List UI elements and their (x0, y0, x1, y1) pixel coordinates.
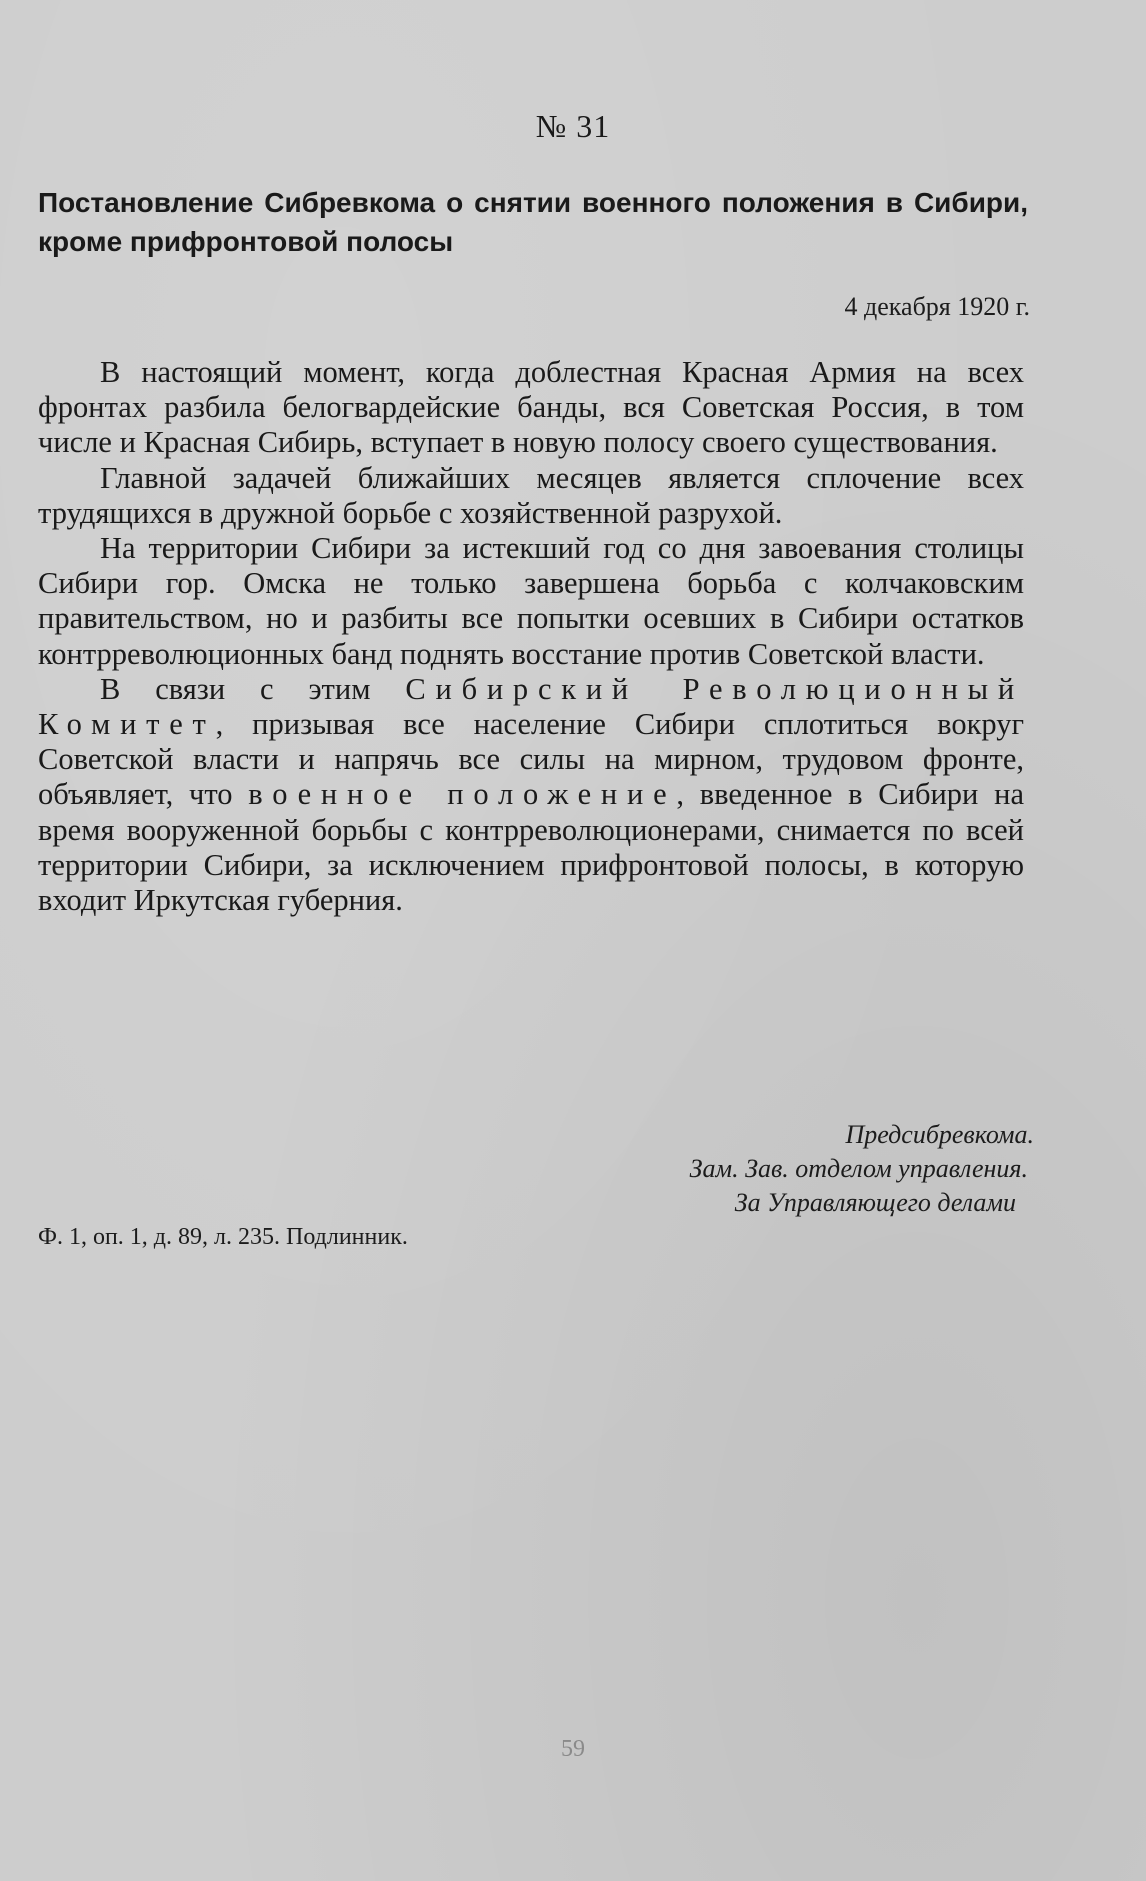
paragraph-1: В настоящий момент, когда доблестная Красная Армия на всех фронтах разбила белогвардейские банды, вся Советская Россия, в том числе и Красная Сибирь, вступает в новую полосу своего существования. (38, 355, 1024, 460)
document-title: Постановление Сибревкома о снятии военного положения в Сибири, кроме прифронтовой полосы (38, 187, 1028, 257)
signature-line: Зам. Зав. отделом управления. (689, 1154, 1028, 1183)
signature-block (690, 1118, 1034, 1220)
paragraph-4-lead: В связи с этим (100, 671, 406, 706)
paragraph-4-middle: , призывая все население Сибири сплотиться вокруг Советской власти и напрячь все силы на мирном, трудовом фронте, объявляет, что (38, 707, 1024, 812)
paragraph-4 (38, 672, 1024, 918)
paragraph-2: Главной задачей ближайших месяцев является сплочение всех трудящихся в дружной борьбе с хозяйственной разрухой. (38, 460, 1024, 530)
document-number: № 31 (535, 108, 611, 144)
paragraph-3: На территории Сибири за истекший год со дня завоевания столицы Сибири гор. Омска не только завершена борьба с колчаковским правительством, но и разбиты все попытки осевших в Сибири остатков контрреволюционных банд поднять восстание против Советской власти. (38, 531, 1024, 671)
document-date: 4 декабря 1920 г. (844, 292, 1030, 321)
paragraph-4-tail: , введенное в Сибири на время вооруженной борьбы с контрреволюционерами, снимается по всей территории Сибири, за исключением прифронтовой полосы, в которую входит Иркутская губерния. (38, 777, 1024, 918)
archive-reference: Ф. 1, оп. 1, д. 89, л. 235. Подлинник. (38, 1224, 408, 1250)
document-body (38, 355, 1024, 918)
signature-line: Предсибревкома. (845, 1120, 1034, 1149)
page-number: 59 (561, 1736, 585, 1762)
martial-law-term: военное положение (248, 777, 677, 812)
signature-line: За Управляющего делами (734, 1188, 1016, 1217)
committee-name: Сибирский Революционный Комитет (38, 671, 1025, 742)
